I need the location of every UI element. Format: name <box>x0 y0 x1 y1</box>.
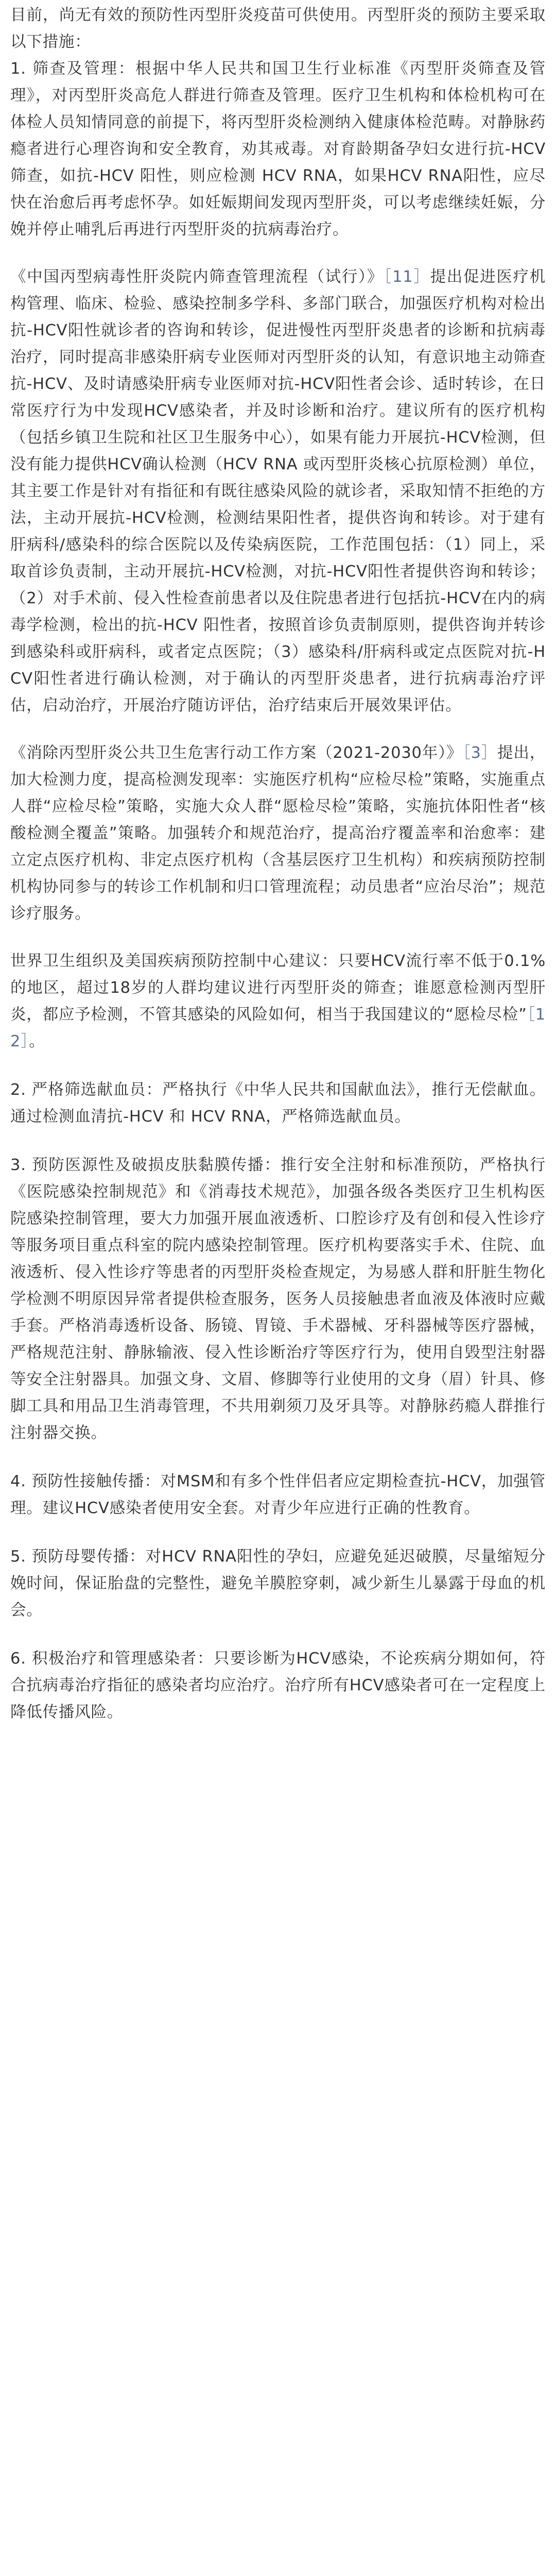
treatment-management-paragraph: 6. 积极治疗和管理感染者：只要诊断为HCV感染，不论疾病分期如何，符合抗病毒治疗指征的感染者均应治疗。治疗所有HCV感染者可在一定程度上降低传播风险。 <box>10 1650 546 1721</box>
elimination-plan-doc-title: 《消除丙型肝炎公共卫生危害行动工作方案（2021-2030年）》 <box>10 744 463 762</box>
who-cdc-end: 。 <box>29 1032 45 1050</box>
hospital-screening-text: 提出促进医疗机构管理、临床、检验、感染控制多学科、多部门联合，加强医疗机构对检出抗-HCV阳性就诊者的咨询和转诊，促进慢性丙型肝炎患者的诊断和抗病毒治疗，同时提高非感染肝病专业医师对丙型肝炎的认知，有意识地主动筛查抗-HCV、及时请感染肝病专业医师对抗-HCV阳性者会诊、适时转诊，在日常医疗行为中发现HCV感染者，并及时诊断和治疗。建议所有的医疗机构（包括乡镇卫生院和社区卫生服务中心），如果有能力开展抗-HCV检测，但没有能力提供HCV确认检测（HCV RNA 或丙型肝炎核心抗原检测）单位，其主要工作是针对有指征和有既往感染风险的就诊者，采取知情不拒绝的方法，主动开展抗-HCV检测，检测结果阳性者，提供咨询和转诊。对于建有肝病科/感染科的综合医院以及传染病医院，工作范围包括：（1）同上，采取首诊负责制，主动开展抗-HCV检测，对抗-HCV阳性者提供咨询和转诊；（2）对手术前、侵入性检查前患者以及住院患者进行包括抗-HCV在内的病毒学检测，检出的抗-HCV 阳性者，按照首诊负责制原则，提供咨询并转诊到感染科或肝病科，或者定点医院；（3）感染科/肝病科或定点医院对抗-HCV阳性者进行确认检测，对于确认的丙型肝炎患者，进行抗病毒治疗评估，启动治疗，开展治疗随访评估，治疗结束后开展效果评估。 <box>10 268 546 715</box>
screening-management-paragraph: 1. 筛查及管理：根据中华人民共和国卫生行业标准《丙型肝炎筛查及管理》，对丙型肝炎高危人群进行筛查及管理。医疗卫生机构和体检机构可在体检人员知情同意的前提下，将丙型肝炎检测纳入健康体检范畴。对静脉药瘾者进行心理咨询和安全教育，劝其戒毒。对育龄期备孕妇女进行抗-HCV 筛查，如抗-HCV 阳性，则应检测 HCV RNA，如果HCV RNA阳性，应尽快在治愈后再考虑怀孕。如妊娠期间发现丙型肝炎，可以考虑继续妊娠，分娩并停止哺乳后再进行丙型肝炎的抗病毒治疗。 <box>10 60 546 239</box>
hospital-screening-doc-title: 《中国丙型病毒性肝炎院内筛查管理流程（试行）》 <box>10 268 384 286</box>
elimination-plan-text: 提出，加大检测力度，提高检测发现率：实施医疗机构“应检尽检”策略，实施重点人群“应检尽检”策略，实施大众人群“愿检尽检”策略，实施抗体阳性者“核酸检测全覆盖”策略。加强转介和规范治疗，提高治疗覆盖率和治愈率：建立定点医疗机构、非定点医疗机构（含基层医疗卫生机构）和疾病预防控制机构协同参与的转诊工作机制和归口管理流程；动员患者“应治尽治”；规范诊疗服务。 <box>10 744 546 923</box>
reference-link-3[interactable]: ［3］ <box>462 744 498 762</box>
intro-paragraph: 目前，尚无有效的预防性丙型肝炎疫苗可供使用。丙型肝炎的预防主要采取以下措施： <box>10 6 546 51</box>
who-cdc-text: 世界卫生组织及美国疾病预防控制中心建议：只要HCV流行率不低于0.1%的地区，超过18岁的人群均建议进行丙型肝炎的筛查；谁愿意检测丙型肝炎，都应予检测，不管其感染的风险如何，相当于我国建议的“愿检尽检” <box>10 952 546 1024</box>
sexual-transmission-paragraph: 4. 预防性接触传播：对MSM和有多个性伴侣者应定期检查抗-HCV，加强管理。建议HCV感染者使用安全套。对青少年应进行正确的性教育。 <box>10 1472 546 1517</box>
blood-donor-paragraph: 2. 严格筛选献血员：严格执行《中华人民共和国献血法》，推行无偿献血。通过检测血清抗-HCV 和 HCV RNA，严格筛选献血员。 <box>10 1081 546 1126</box>
reference-link-12[interactable]: ［12］ <box>10 1006 546 1050</box>
reference-link-11[interactable]: ［11］ <box>384 268 430 286</box>
mother-infant-paragraph: 5. 预防母婴传播：对HCV RNA阳性的孕妇，应避免延迟破膜，尽量缩短分娩时间，保证胎盘的完整性，避免羊膜腔穿刺，减少新生儿暴露于母血的机会。 <box>10 1548 546 1619</box>
hospital-screening-paragraph <box>10 264 546 719</box>
who-cdc-paragraph <box>10 948 546 1055</box>
elimination-plan-paragraph <box>10 740 546 927</box>
iatrogenic-prevention-paragraph: 3. 预防医源性及破损皮肤黏膜传播：推行安全注射和标准预防，严格执行《医院感染控制规范》和《消毒技术规范》，加强各级各类医疗卫生机构医院感染控制管理，要大力加强开展血液透析、口腔诊疗及有创和侵入性诊疗等服务项目重点科室的院内感染控制管理。医疗机构要落实手术、住院、血液透析、侵入性诊疗等患者的丙型肝炎检查规定，为易感人群和肝脏生物化学检测不明原因异常者提供检查服务，医务人员接触患者血液及体液时应戴手套。严格消毒透析设备、肠镜、胃镜、手术器械、牙科器械等医疗器械，严格规范注射、静脉输液、侵入性诊断治疗等医疗行为，使用自毁型注射器等安全注射器具。加强文身、文眉、修脚等行业使用的文身（眉）针具、修脚工具和用品卫生消毒管理，不共用剃须刀及牙具等。对静脉药瘾人群推行注射器交换。 <box>10 1156 546 1442</box>
